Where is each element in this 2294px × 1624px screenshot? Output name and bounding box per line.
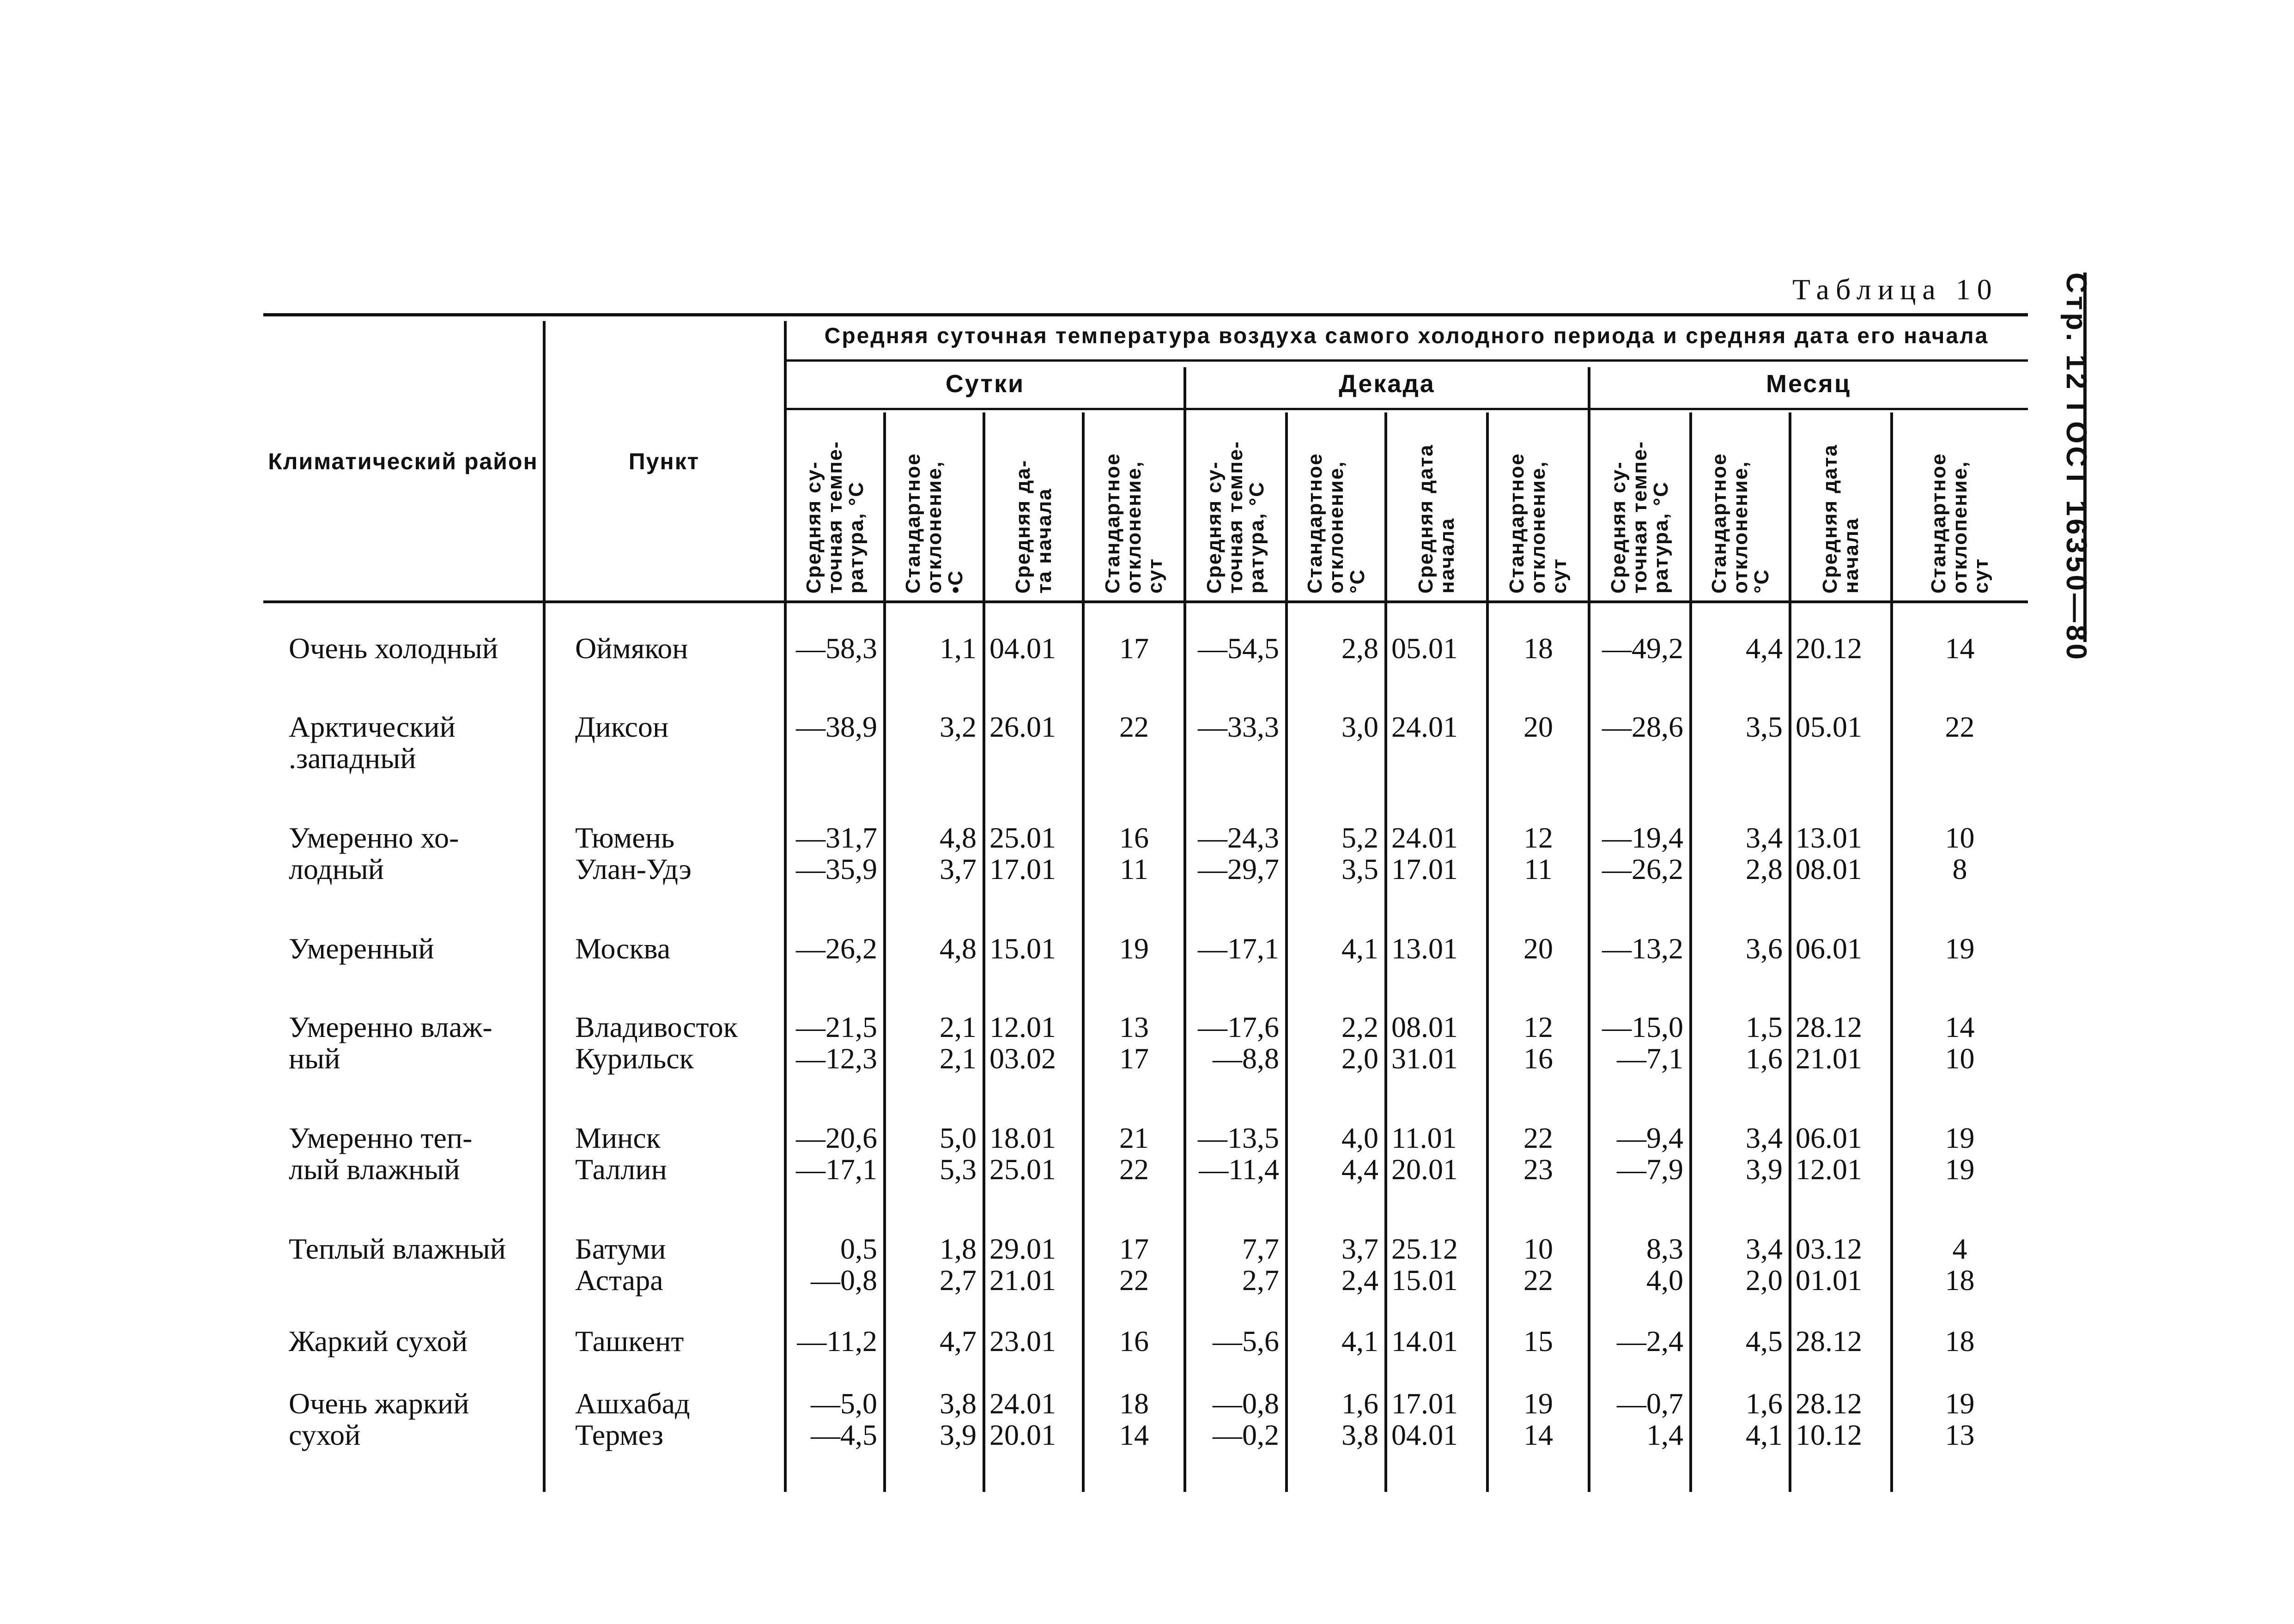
- table-cell: 13.01: [1796, 821, 1862, 854]
- table-cell: 14: [1945, 632, 1975, 665]
- table-cell: 23: [1523, 1153, 1553, 1186]
- table-cell: 4,7: [940, 1325, 977, 1357]
- table-cell: 2,7: [1242, 1264, 1279, 1297]
- table-cell: 1,6: [1746, 1387, 1783, 1420]
- table-cell: —21,5: [796, 1011, 877, 1043]
- table-cell: 3,7: [940, 853, 977, 885]
- table-cell: —2,4: [1617, 1325, 1683, 1357]
- row-point: Владивосток: [575, 1011, 738, 1043]
- header-subcol: Стандартное отклопение, сут: [1927, 453, 1992, 594]
- table-cell: 8: [1952, 853, 1967, 885]
- table-cell: 06.01: [1796, 932, 1862, 965]
- table-cell: —13,5: [1198, 1121, 1279, 1154]
- table-cell: 20: [1523, 710, 1553, 743]
- table-cell: 2,8: [1341, 632, 1378, 665]
- table-cell: 3,9: [940, 1418, 977, 1451]
- table-cell: 18: [1119, 1387, 1149, 1420]
- row-point: Астара: [575, 1264, 663, 1297]
- table-cell: —0,2: [1213, 1418, 1279, 1451]
- table-cell: 16: [1119, 821, 1149, 854]
- table-cell: 2,4: [1341, 1264, 1378, 1297]
- span-rule: [785, 359, 2028, 362]
- header-subcol: Стандартное отклонение, сут: [1505, 453, 1571, 594]
- col-divider: [784, 321, 787, 1492]
- row-region: Очень жаркий сухой: [289, 1387, 469, 1451]
- table-cell: 10: [1945, 1042, 1975, 1075]
- col-divider: [1384, 412, 1387, 1492]
- table-cell: 8,3: [1646, 1232, 1683, 1265]
- header-subcol: Средняя дата начала: [1414, 444, 1458, 594]
- top-rule: [263, 313, 2028, 316]
- table-cell: 4,1: [1341, 1325, 1378, 1357]
- table-cell: 10: [1945, 821, 1975, 854]
- table-cell: 5,3: [940, 1153, 977, 1186]
- table-cell: 04.01: [1391, 1418, 1458, 1451]
- table-cell: 3,4: [1746, 1121, 1783, 1154]
- table-cell: 10.12: [1796, 1418, 1862, 1451]
- table-cell: 5,0: [940, 1121, 977, 1154]
- table-cell: —24,3: [1198, 821, 1279, 854]
- table-cell: 17: [1119, 632, 1149, 665]
- table-cell: —17,1: [796, 1153, 877, 1186]
- table-cell: 1,5: [1746, 1011, 1783, 1043]
- table-cell: 5,2: [1341, 821, 1378, 854]
- table-cell: —58,3: [796, 632, 877, 665]
- table-cell: 06.01: [1796, 1121, 1862, 1154]
- table-cell: 4,4: [1746, 632, 1783, 665]
- group-rule: [785, 408, 2028, 410]
- table-cell: 29.01: [989, 1232, 1056, 1265]
- row-region: Умеренный: [289, 932, 434, 965]
- table-cell: —4,5: [811, 1418, 877, 1451]
- table-cell: 22: [1523, 1264, 1553, 1297]
- row-point: Диксон: [575, 710, 669, 743]
- table-cell: 01.01: [1796, 1264, 1862, 1297]
- table-cell: —38,9: [796, 710, 877, 743]
- table-cell: 16: [1119, 1325, 1149, 1357]
- table-cell: —49,2: [1602, 632, 1683, 665]
- table-cell: —31,7: [796, 821, 877, 854]
- row-region: Теплый влажный: [289, 1232, 506, 1265]
- header-group: Сутки: [945, 370, 1025, 398]
- header-subcol: Стандартное отклонение, °С: [1707, 453, 1773, 594]
- table-cell: 4,4: [1341, 1153, 1378, 1186]
- table-cell: —11,4: [1199, 1153, 1279, 1186]
- header-subcol: Средняя су- точная темпе- ратура, °С: [1203, 441, 1268, 594]
- header-group: Декада: [1339, 370, 1435, 398]
- col-divider: [1588, 367, 1590, 1492]
- table-cell: —54,5: [1198, 632, 1279, 665]
- table-cell: 4,8: [940, 932, 977, 965]
- table-cell: 10: [1523, 1232, 1553, 1265]
- table-cell: 14.01: [1391, 1325, 1458, 1357]
- table-cell: 17: [1119, 1042, 1149, 1075]
- table-cell: 05.01: [1796, 710, 1862, 743]
- table-cell: 19: [1945, 932, 1975, 965]
- table-cell: 2,0: [1746, 1264, 1783, 1297]
- table-cell: —15,0: [1602, 1011, 1683, 1043]
- table-cell: 1,8: [940, 1232, 977, 1265]
- table-cell: 19: [1945, 1121, 1975, 1154]
- row-point: Улан-Удэ: [575, 853, 692, 885]
- table-cell: 19: [1523, 1387, 1553, 1420]
- table-cell: 22: [1119, 1264, 1149, 1297]
- table-cell: 12.01: [989, 1011, 1056, 1043]
- table-cell: 4,1: [1341, 932, 1378, 965]
- table-cell: 28.12: [1796, 1011, 1862, 1043]
- table-cell: —5,0: [811, 1387, 877, 1420]
- table-cell: 03.12: [1796, 1232, 1862, 1265]
- row-region: Умеренно теп- лый влажный: [289, 1121, 473, 1186]
- table-cell: 3,7: [1341, 1232, 1378, 1265]
- table-cell: 3,9: [1746, 1153, 1783, 1186]
- table-cell: 25.12: [1391, 1232, 1458, 1265]
- table-cell: 03.02: [989, 1042, 1056, 1075]
- table-cell: —9,4: [1617, 1121, 1683, 1154]
- table-cell: —0,8: [1213, 1387, 1279, 1420]
- table-cell: 1,6: [1746, 1042, 1783, 1075]
- table-cell: 13.01: [1391, 932, 1458, 965]
- table-cell: —0,8: [811, 1264, 877, 1297]
- table-cell: 14: [1945, 1011, 1975, 1043]
- table-cell: 20.01: [1391, 1153, 1458, 1186]
- header-group: Месяц: [1766, 370, 1851, 398]
- row-point: Минск: [575, 1121, 661, 1154]
- table-cell: 18: [1523, 632, 1553, 665]
- table-cell: —8,8: [1213, 1042, 1279, 1075]
- table-cell: 11: [1120, 853, 1148, 885]
- table-cell: 4,8: [940, 821, 977, 854]
- row-point: Ташкент: [575, 1325, 684, 1357]
- table-cell: —29,7: [1198, 853, 1279, 885]
- table-cell: 3,5: [1746, 710, 1783, 743]
- header-subcol: Средняя да- та начала: [1011, 459, 1056, 594]
- table-cell: —19,4: [1602, 821, 1683, 854]
- header-span-title: Средняя суточная температура воздуха самого холодного периода и средняя дата его начала: [824, 324, 1989, 348]
- table-cell: 12: [1523, 1011, 1553, 1043]
- table-cell: 22: [1523, 1121, 1553, 1154]
- table-cell: 3,8: [940, 1387, 977, 1420]
- table-cell: 7,7: [1242, 1232, 1279, 1265]
- table-cell: 20.12: [1796, 632, 1862, 665]
- header-point: Пункт: [628, 448, 700, 474]
- table-cell: 3,8: [1341, 1418, 1378, 1451]
- table-cell: 1,6: [1341, 1387, 1378, 1420]
- col-divider: [1789, 412, 1791, 1492]
- header-subcol: Средняя су- точная темпе- ратура, °С: [1607, 441, 1672, 594]
- table-cell: —17,6: [1198, 1011, 1279, 1043]
- header-subcol: Средняя су- точная темпе- ратура, °С: [802, 441, 868, 594]
- table-cell: —12,3: [796, 1042, 877, 1075]
- table-cell: 11: [1524, 853, 1553, 885]
- table-cell: 20.01: [989, 1418, 1056, 1451]
- table-cell: 21.01: [989, 1264, 1056, 1297]
- table-cell: 21: [1119, 1121, 1149, 1154]
- table-cell: 22: [1119, 710, 1149, 743]
- table-cell: 17.01: [989, 853, 1056, 885]
- table-cell: 3,4: [1746, 1232, 1783, 1265]
- header-region: Климатический район: [268, 448, 538, 474]
- table-cell: 4: [1952, 1232, 1967, 1265]
- table-cell: 2,1: [940, 1042, 977, 1075]
- header-subcol: Стандартное отклонение, сут: [1101, 453, 1166, 594]
- table-cell: 08.01: [1796, 853, 1862, 885]
- table-cell: —26,2: [796, 932, 877, 965]
- table-cell: 05.01: [1391, 632, 1458, 665]
- table-cell: 4,1: [1746, 1418, 1783, 1451]
- table-cell: 15: [1523, 1325, 1553, 1357]
- table-cell: 31.01: [1391, 1042, 1458, 1075]
- table-cell: 24.01: [1391, 710, 1458, 743]
- table-cell: 1,4: [1646, 1418, 1683, 1451]
- table-cell: 1,1: [940, 632, 977, 665]
- table-cell: 4,5: [1746, 1325, 1783, 1357]
- table-cell: 19: [1945, 1387, 1975, 1420]
- table-cell: —11,2: [797, 1325, 877, 1357]
- row-point: Батуми: [575, 1232, 666, 1265]
- table-cell: 17: [1119, 1232, 1149, 1265]
- table-cell: —13,2: [1602, 932, 1683, 965]
- col-divider: [543, 321, 546, 1492]
- table-cell: 4,0: [1646, 1264, 1683, 1297]
- table-cell: 18: [1945, 1264, 1975, 1297]
- table-cell: 11.01: [1391, 1121, 1457, 1154]
- table-cell: 12.01: [1796, 1153, 1862, 1186]
- row-point: Тюмень: [575, 821, 675, 854]
- row-point: Курильск: [575, 1042, 694, 1075]
- row-point: Таллин: [575, 1153, 667, 1186]
- table-cell: 19: [1945, 1153, 1975, 1186]
- row-region: Умеренно хо- лодный: [289, 821, 459, 885]
- table-caption: Таблица 10: [1792, 273, 1998, 306]
- table-cell: 2,8: [1746, 853, 1783, 885]
- row-point: Оймякон: [575, 632, 688, 665]
- table-cell: 23.01: [989, 1325, 1056, 1357]
- header-subcol: Стандартное отклонение, •С: [901, 453, 967, 594]
- table-cell: —5,6: [1213, 1325, 1279, 1357]
- table-cell: 17.01: [1391, 1387, 1458, 1420]
- table-cell: 22: [1119, 1153, 1149, 1186]
- table-cell: 14: [1523, 1418, 1553, 1451]
- row-point: Москва: [575, 932, 671, 965]
- table-cell: 12: [1523, 821, 1553, 854]
- table-cell: 3,6: [1746, 932, 1783, 965]
- table-cell: 2,7: [940, 1264, 977, 1297]
- table-cell: —26,2: [1602, 853, 1683, 885]
- row-region: Умеренно влаж- ный: [289, 1011, 492, 1075]
- table-cell: —17,1: [1198, 932, 1279, 965]
- table-cell: 16: [1523, 1042, 1553, 1075]
- table-cell: 14: [1119, 1418, 1149, 1451]
- table-cell: 19: [1119, 932, 1149, 965]
- table-cell: —35,9: [796, 853, 877, 885]
- table-cell: —7,1: [1617, 1042, 1683, 1075]
- row-point: Ашхабад: [575, 1387, 690, 1420]
- row-region: Арктический .западный: [289, 710, 455, 775]
- table-cell: 24.01: [1391, 821, 1458, 854]
- table-cell: 24.01: [989, 1387, 1056, 1420]
- table-cell: 21.01: [1796, 1042, 1862, 1075]
- table-cell: —7,9: [1617, 1153, 1683, 1186]
- table-cell: 2,1: [940, 1011, 977, 1043]
- table-cell: —20,6: [796, 1121, 877, 1154]
- table-cell: 25.01: [989, 1153, 1056, 1186]
- table-cell: 17.01: [1391, 853, 1458, 885]
- table-cell: —0,7: [1617, 1387, 1683, 1420]
- table-cell: —28,6: [1602, 710, 1683, 743]
- table-cell: 0,5: [840, 1232, 877, 1265]
- table-cell: 3,0: [1341, 710, 1378, 743]
- row-region: Жаркий сухой: [289, 1325, 468, 1357]
- header-subcol: Средняя дата начала: [1819, 444, 1863, 594]
- col-divider: [983, 412, 985, 1492]
- table-cell: 25.01: [989, 821, 1056, 854]
- table-cell: 08.01: [1391, 1011, 1458, 1043]
- table-cell: 15.01: [1391, 1264, 1458, 1297]
- table-cell: —33,3: [1198, 710, 1279, 743]
- col-divider: [1183, 367, 1186, 1492]
- row-region: Очень холодный: [289, 632, 498, 665]
- table-cell: 18: [1945, 1325, 1975, 1357]
- table-cell: 15.01: [989, 932, 1056, 965]
- page-label: Стр. 12 ГОСТ 16350—80: [2060, 273, 2092, 662]
- table-cell: 22: [1945, 710, 1975, 743]
- table-cell: 3,5: [1341, 853, 1378, 885]
- table-cell: 28.12: [1796, 1325, 1862, 1357]
- table-cell: 04.01: [989, 632, 1056, 665]
- table-cell: 26.01: [989, 710, 1056, 743]
- table-cell: 3,4: [1746, 821, 1783, 854]
- header-subcol: Стандартное отклонение, °С: [1303, 453, 1369, 594]
- table-cell: 4,0: [1341, 1121, 1378, 1154]
- table-cell: 18.01: [989, 1121, 1056, 1154]
- table-cell: 3,2: [940, 710, 977, 743]
- table-cell: 2,2: [1341, 1011, 1378, 1043]
- table-cell: 13: [1119, 1011, 1149, 1043]
- header-bottom-rule: [263, 600, 2028, 603]
- table-cell: 28.12: [1796, 1387, 1862, 1420]
- row-point: Термез: [575, 1418, 664, 1451]
- table-cell: 20: [1523, 932, 1553, 965]
- table-cell: 2,0: [1341, 1042, 1378, 1075]
- table-cell: 13: [1945, 1418, 1975, 1451]
